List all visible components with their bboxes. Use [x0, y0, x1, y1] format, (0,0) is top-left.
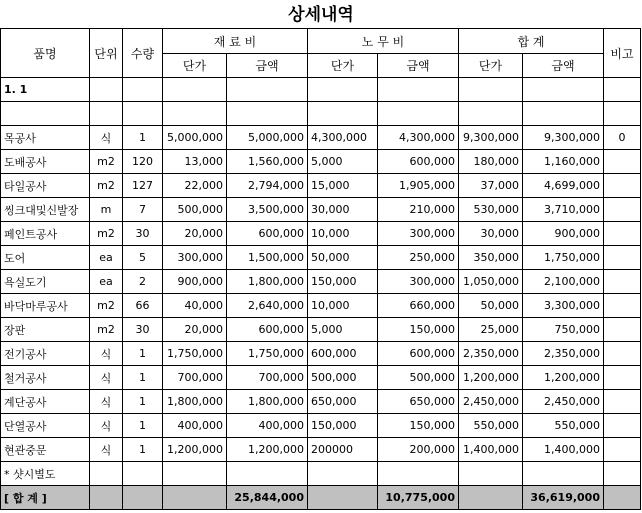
- sum-unit-price: 2,450,000: [459, 390, 523, 414]
- item-qty: 1: [123, 390, 163, 414]
- item-qty: 1: [123, 438, 163, 462]
- labor-unit-price: 10,000: [308, 294, 378, 318]
- labor-amount: 300,000: [378, 222, 459, 246]
- sum-amount: 1,200,000: [523, 366, 604, 390]
- item-name: 목공사: [1, 126, 90, 150]
- item-note: [604, 414, 641, 438]
- material-amount: 1,750,000: [227, 342, 308, 366]
- material-amount: 600,000: [227, 222, 308, 246]
- item-name: 계단공사: [1, 390, 90, 414]
- material-amount: 2,640,000: [227, 294, 308, 318]
- item-note: [604, 246, 641, 270]
- item-name: 타일공사: [1, 174, 90, 198]
- labor-amount: 650,000: [378, 390, 459, 414]
- item-unit: 식: [90, 438, 123, 462]
- table-row: [1, 366, 641, 390]
- item-unit: 식: [90, 390, 123, 414]
- sum-amount: 900,000: [523, 222, 604, 246]
- labor-amount: 200,000: [378, 438, 459, 462]
- header-material-unit-price: 단가: [163, 54, 227, 78]
- item-qty: 1: [123, 414, 163, 438]
- item-note: [604, 390, 641, 414]
- item-unit: ea: [90, 270, 123, 294]
- page-title: 상세내역: [288, 5, 354, 25]
- labor-unit-price: 5,000: [308, 318, 378, 342]
- labor-amount: 600,000: [378, 150, 459, 174]
- labor-unit-price: 30,000: [308, 198, 378, 222]
- header-qty: 수량: [123, 29, 163, 78]
- table-row: [1, 150, 641, 174]
- item-unit: m2: [90, 294, 123, 318]
- material-unit-price: 1,800,000: [163, 390, 227, 414]
- section-label: 1. 1: [1, 78, 90, 102]
- header-material: 재 료 비: [163, 29, 308, 54]
- item-qty: 1: [123, 366, 163, 390]
- item-note: [604, 294, 641, 318]
- material-unit-price: 20,000: [163, 222, 227, 246]
- labor-unit-price: 600,000: [308, 342, 378, 366]
- sum-amount: 2,450,000: [523, 390, 604, 414]
- header-note: 비고: [604, 29, 641, 78]
- material-amount: 1,560,000: [227, 150, 308, 174]
- material-unit-price: 5,000,000: [163, 126, 227, 150]
- header-labor-unit-price: 단가: [308, 54, 378, 78]
- header-material-amount: 금액: [227, 54, 308, 78]
- material-unit-price: 700,000: [163, 366, 227, 390]
- header-unit: 단위: [90, 29, 123, 78]
- material-unit-price: 40,000: [163, 294, 227, 318]
- sum-amount: 3,300,000: [523, 294, 604, 318]
- labor-unit-price: 15,000: [308, 174, 378, 198]
- header-sum: 합 계: [459, 29, 604, 54]
- sum-amount: 750,000: [523, 318, 604, 342]
- material-amount: 5,000,000: [227, 126, 308, 150]
- table-row: [1, 414, 641, 438]
- labor-unit-price: 650,000: [308, 390, 378, 414]
- material-unit-price: 500,000: [163, 198, 227, 222]
- item-name: 페인트공사: [1, 222, 90, 246]
- table-row: [1, 390, 641, 414]
- table-row: [1, 174, 641, 198]
- total-label: [ 합 계 ]: [1, 486, 90, 510]
- material-unit-price: 300,000: [163, 246, 227, 270]
- labor-amount: 1,905,000: [378, 174, 459, 198]
- material-unit-price: 13,000: [163, 150, 227, 174]
- material-amount: 700,000: [227, 366, 308, 390]
- material-amount: 1,800,000: [227, 390, 308, 414]
- sum-amount: 1,400,000: [523, 438, 604, 462]
- table-row: [1, 246, 641, 270]
- header-labor: 노 무 비: [308, 29, 459, 54]
- item-name: 도배공사: [1, 150, 90, 174]
- material-unit-price: 22,000: [163, 174, 227, 198]
- labor-unit-price: 5,000: [308, 150, 378, 174]
- item-unit: ea: [90, 246, 123, 270]
- sum-unit-price: 530,000: [459, 198, 523, 222]
- item-qty: 120: [123, 150, 163, 174]
- header-sum-amount: 금액: [523, 54, 604, 78]
- sum-unit-price: 550,000: [459, 414, 523, 438]
- table-row: [1, 318, 641, 342]
- material-amount: 3,500,000: [227, 198, 308, 222]
- material-unit-price: 1,750,000: [163, 342, 227, 366]
- item-qty: 5: [123, 246, 163, 270]
- item-qty: 127: [123, 174, 163, 198]
- sum-amount: 4,699,000: [523, 174, 604, 198]
- footnote: * 샷시별도: [1, 462, 90, 486]
- header-labor-amount: 금액: [378, 54, 459, 78]
- material-unit-price: 900,000: [163, 270, 227, 294]
- sum-unit-price: 2,350,000: [459, 342, 523, 366]
- labor-amount: 600,000: [378, 342, 459, 366]
- item-note: [604, 222, 641, 246]
- item-unit: 식: [90, 366, 123, 390]
- sum-unit-price: 9,300,000: [459, 126, 523, 150]
- labor-amount: 500,000: [378, 366, 459, 390]
- material-unit-price: 400,000: [163, 414, 227, 438]
- item-qty: 1: [123, 342, 163, 366]
- labor-amount: 250,000: [378, 246, 459, 270]
- item-name: 도어: [1, 246, 90, 270]
- material-amount: 1,200,000: [227, 438, 308, 462]
- table-row: [1, 294, 641, 318]
- material-amount: 1,500,000: [227, 246, 308, 270]
- header-sum-unit-price: 단가: [459, 54, 523, 78]
- item-name: 철거공사: [1, 366, 90, 390]
- item-name: 장판: [1, 318, 90, 342]
- item-qty: 30: [123, 318, 163, 342]
- item-qty: 66: [123, 294, 163, 318]
- table-row: [1, 438, 641, 462]
- sum-unit-price: 50,000: [459, 294, 523, 318]
- item-unit: 식: [90, 414, 123, 438]
- labor-amount: 150,000: [378, 318, 459, 342]
- item-name: 씽크대및신발장: [1, 198, 90, 222]
- table-row: [1, 222, 641, 246]
- sum-amount: 2,350,000: [523, 342, 604, 366]
- material-amount: 600,000: [227, 318, 308, 342]
- labor-unit-price: 150,000: [308, 270, 378, 294]
- section-row: [1, 78, 641, 102]
- sum-unit-price: 25,000: [459, 318, 523, 342]
- labor-amount: 4,300,000: [378, 126, 459, 150]
- table-row: [1, 342, 641, 366]
- item-qty: 1: [123, 126, 163, 150]
- sum-unit-price: 180,000: [459, 150, 523, 174]
- item-note: [604, 366, 641, 390]
- total-sum-amount: 36,619,000: [523, 486, 604, 510]
- material-amount: 400,000: [227, 414, 308, 438]
- footnote-row: [1, 462, 641, 486]
- total-material-amount: 25,844,000: [227, 486, 308, 510]
- sum-amount: 3,710,000: [523, 198, 604, 222]
- labor-unit-price: 200000: [308, 438, 378, 462]
- item-note: [604, 150, 641, 174]
- labor-unit-price: 150,000: [308, 414, 378, 438]
- item-unit: m2: [90, 174, 123, 198]
- total-row: [1, 486, 641, 510]
- item-qty: 2: [123, 270, 163, 294]
- labor-unit-price: 10,000: [308, 222, 378, 246]
- item-note: [604, 174, 641, 198]
- item-unit: m: [90, 198, 123, 222]
- item-name: 단열공사: [1, 414, 90, 438]
- item-note: [604, 438, 641, 462]
- item-note: [604, 270, 641, 294]
- sum-unit-price: 1,400,000: [459, 438, 523, 462]
- sum-amount: 1,160,000: [523, 150, 604, 174]
- table-row: [1, 270, 641, 294]
- labor-unit-price: 4,300,000: [308, 126, 378, 150]
- labor-amount: 300,000: [378, 270, 459, 294]
- material-unit-price: 1,200,000: [163, 438, 227, 462]
- item-note: 0: [604, 126, 641, 150]
- item-note: [604, 198, 641, 222]
- sum-amount: 550,000: [523, 414, 604, 438]
- item-note: [604, 318, 641, 342]
- material-amount: 2,794,000: [227, 174, 308, 198]
- labor-amount: 660,000: [378, 294, 459, 318]
- item-unit: 식: [90, 342, 123, 366]
- labor-unit-price: 500,000: [308, 366, 378, 390]
- table-row: [1, 198, 641, 222]
- material-unit-price: 20,000: [163, 318, 227, 342]
- detail-table: [0, 28, 641, 510]
- table-row: [1, 126, 641, 150]
- material-amount: 1,800,000: [227, 270, 308, 294]
- item-note: [604, 342, 641, 366]
- sum-amount: 9,300,000: [523, 126, 604, 150]
- item-name: 현관중문: [1, 438, 90, 462]
- labor-unit-price: 50,000: [308, 246, 378, 270]
- total-labor-amount: 10,775,000: [378, 486, 459, 510]
- item-unit: 식: [90, 126, 123, 150]
- blank-row: [1, 102, 641, 126]
- item-unit: m2: [90, 318, 123, 342]
- labor-amount: 210,000: [378, 198, 459, 222]
- header-item: 품명: [1, 29, 90, 78]
- item-name: 바닥마루공사: [1, 294, 90, 318]
- sum-unit-price: 1,200,000: [459, 366, 523, 390]
- labor-amount: 150,000: [378, 414, 459, 438]
- item-qty: 30: [123, 222, 163, 246]
- item-qty: 7: [123, 198, 163, 222]
- item-unit: m2: [90, 222, 123, 246]
- sum-amount: 1,750,000: [523, 246, 604, 270]
- item-name: 전기공사: [1, 342, 90, 366]
- sum-unit-price: 30,000: [459, 222, 523, 246]
- item-name: 욕실도기: [1, 270, 90, 294]
- sum-unit-price: 1,050,000: [459, 270, 523, 294]
- sum-unit-price: 37,000: [459, 174, 523, 198]
- sum-unit-price: 350,000: [459, 246, 523, 270]
- sum-amount: 2,100,000: [523, 270, 604, 294]
- item-unit: m2: [90, 150, 123, 174]
